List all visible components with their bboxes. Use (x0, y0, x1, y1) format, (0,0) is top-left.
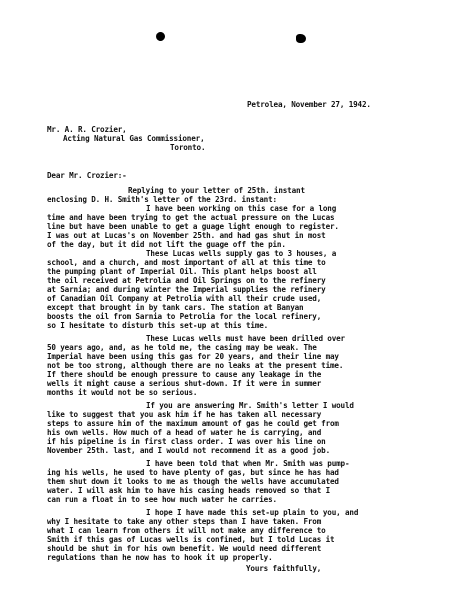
body-line: I was out at Lucas's on November 25th. and had gas shut in most (47, 231, 326, 240)
body-line: can run a float in to see how much water he carries. (47, 495, 277, 504)
ink-blot-mark (296, 34, 306, 43)
body-line: These Lucas wells supply gas to 3 houses, a (146, 249, 337, 258)
body-line: the pumping plant of Imperial Oil. This plant helps boost all (47, 267, 317, 276)
body-line: if his pipeline is in first class order. I was over his line on (47, 437, 326, 446)
body-line: school, and a church, and most important of all at this time to (47, 258, 326, 267)
body-line: If you are answering Mr. Smith's letter I would (146, 401, 354, 410)
body-line: I have been told that when Mr. Smith was pump- (146, 459, 350, 468)
body-line: line but have been unable to get a guage light enough to register. (47, 222, 339, 231)
body-line: Smith if this gas of Lucas wells is confined, but I told Lucas it (47, 535, 335, 544)
recipient-name: Mr. A. R. Crozier, (47, 125, 127, 134)
body-line: except that brought in by tank cars. The station at Banyan (47, 303, 304, 312)
body-line: time and have been trying to get the actual pressure on the Lucas (47, 213, 335, 222)
body-line: These Lucas wells must have been drilled over (146, 334, 345, 343)
recipient-title: Acting Natural Gas Commissioner, (63, 134, 205, 143)
body-line: enclosing D. H. Smith's letter of the 23rd. instant: (47, 195, 277, 204)
body-line: months it would not be so serious. (47, 388, 198, 397)
body-line: November 25th. last, and I would not recommend it as a good job. (47, 446, 330, 455)
body-line: so I hesitate to disturb this set-up at this time. (47, 321, 269, 330)
body-line: steps to assure him of the maximum amount of gas he could get from (47, 419, 339, 428)
body-line: boosts the oil from Sarnia to Petrolia for the local refinery, (47, 312, 322, 321)
body-line: like to suggest that you ask him if he has taken all necessary (47, 410, 322, 419)
body-line: should be shut in for his own benefit. We would need different (47, 544, 322, 553)
body-line: what I can learn from others it will not make any difference to (47, 526, 326, 535)
body-line: I hope I have made this set-up plain to you, and (146, 508, 359, 517)
body-line: wells it might cause a serious shut-down. If it were in summer (47, 379, 322, 388)
body-line: his own wells. How much of a head of water he is carrying, and (47, 428, 322, 437)
body-line: 50 years ago, and, as he told me, the casing may be weak. The (47, 343, 317, 352)
body-line: If there should be enough pressure to cause any leakage in the (47, 370, 322, 379)
closing: Yours faithfully, (246, 564, 322, 573)
body-line: of Canadian Oil Company at Petrolia with all their crude used, (47, 294, 322, 303)
salutation: Dear Mr. Crozier:- (47, 171, 127, 180)
body-line: not be too strong, although there are no leaks at the present time. (47, 361, 344, 370)
body-line: Imperial have been using this gas for 20 years, and their line may (47, 352, 339, 361)
body-line: them shut down it looks to me as though the wells have accumulated (47, 477, 339, 486)
body-line: regulations than he now has to hook it up properly. (47, 553, 273, 562)
ink-blot-mark (155, 31, 166, 42)
body-line: at Sarnia; and during winter the Imperial supplies the refinery (47, 285, 326, 294)
body-line: why I hesitate to take any other steps than I have taken. From (47, 517, 322, 526)
body-line: the oil received at Petrolia and Oil Springs on to the refinery (47, 276, 326, 285)
body-line: of the day, but it did not lift the guage off the pin. (47, 240, 286, 249)
recipient-city: Toronto. (170, 143, 206, 152)
body-line: water. I will ask him to have his casing heads removed so that I (47, 486, 330, 495)
letter-date: Petrolea, November 27, 1942. (247, 100, 371, 109)
body-line: ing his wells, he used to have plenty of gas, but since he has had (47, 468, 339, 477)
body-line: I have been working on this case for a long (146, 204, 337, 213)
body-line: Replying to your letter of 25th. instant (128, 186, 305, 195)
